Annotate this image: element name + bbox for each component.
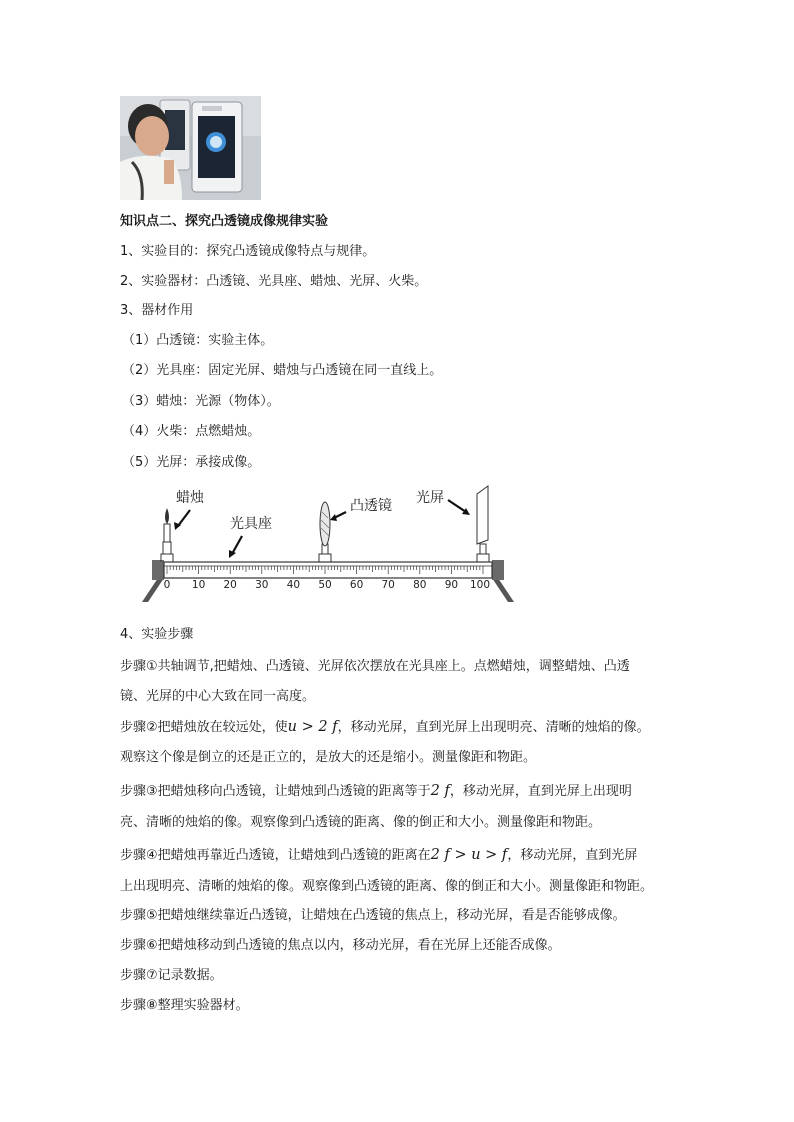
- step-5: 步骤⑤把蜡烛继续靠近凸透镜，让蜡烛在凸透镜的焦点上，移动光屏，看是否能够成像。: [120, 908, 626, 923]
- step-1-line-a: 步骤①共轴调节,把蜡烛、凸透镜、光屏依次摆放在光具座上。点燃蜡烛，调整蜡烛、凸透: [120, 659, 630, 674]
- step-4-text-post: ，移动光屏，直到光屏: [507, 848, 638, 863]
- scale-label: 70: [381, 579, 395, 591]
- scale-label: 0: [163, 579, 171, 591]
- scale-label: 60: [349, 579, 364, 591]
- screen-label: 光屏: [416, 490, 444, 506]
- step-4-formula: 2 f > u > f: [430, 847, 508, 863]
- scale-label: 80: [413, 579, 427, 591]
- scale-label: 40: [286, 579, 301, 591]
- step-2-text-pre: 步骤②把蜡烛放在较远处，使: [120, 720, 288, 735]
- equipment-line: 2、实验器材：凸透镜、光具座、蜡烛、光屏、火柴。: [120, 274, 428, 289]
- scale-label: 100: [469, 579, 491, 591]
- convex-lens-icon: [319, 502, 331, 562]
- candle-icon: [161, 508, 173, 562]
- step-1-line-b: 镜、光屏的中心大致在同一高度。: [120, 689, 316, 704]
- lens-label: 凸透镜: [350, 498, 392, 514]
- role-bench: （2）光具座：固定光屏、蜡烛与凸透镜在同一直线上。: [122, 363, 443, 378]
- scale-label: 90: [444, 579, 459, 591]
- role-match: （4）火柴：点燃蜡烛。: [122, 424, 261, 439]
- role-candle: （3）蜡烛：光源（物体）。: [122, 394, 280, 409]
- scale-label: 10: [191, 579, 206, 591]
- section-title: 知识点二、探究凸透镜成像规律实验: [120, 214, 329, 229]
- steps-heading: 4、实验步骤: [120, 627, 194, 642]
- scale-label: 30: [255, 579, 269, 591]
- candle-arrow: [178, 510, 190, 526]
- step-4-text-pre: 步骤④把蜡烛再靠近凸透镜，让蜡烛到凸透镜的距离在: [120, 848, 431, 863]
- step-4-line-a: [120, 847, 637, 864]
- light-screen-icon: [477, 486, 489, 562]
- face-recognition-photo: [120, 96, 261, 200]
- step-4-line-b: 上出现明亮、清晰的烛焰的像。观察像到凸透镜的距离、像的倒正和大小。测量像距和物距。: [120, 879, 654, 894]
- step-2-line-a: [120, 719, 650, 736]
- optical-bench-diagram: [130, 482, 520, 608]
- step-3-line-a: [120, 783, 632, 800]
- step-2-line-b: 观察这个像是倒立的还是正立的，是放大的还是缩小。测量像距和物距。: [120, 750, 537, 765]
- equipment-role-heading: 3、器材作用: [120, 303, 194, 318]
- bench-label: 光具座: [230, 516, 272, 532]
- role-lens: （1）凸透镜：实验主体。: [122, 333, 274, 348]
- scale-label: 20: [223, 579, 237, 591]
- step-6: 步骤⑥把蜡烛移动到凸透镜的焦点以内，移动光屏，看在光屏上还能否成像。: [120, 938, 561, 953]
- step-3-text-pre: 步骤③把蜡烛移向凸透镜，让蜡烛到凸透镜的距离等于: [120, 784, 431, 799]
- scale-label: 50: [318, 579, 332, 591]
- step-3-line-b: 亮、清晰的烛焰的像。观察像到凸透镜的距离、像的倒正和大小。测量像距和物距。: [120, 815, 602, 830]
- candle-label: 蜡烛: [176, 490, 204, 506]
- purpose-line: 1、实验目的：探究凸透镜成像特点与规律。: [120, 244, 376, 259]
- step-3-text-post: ，移动光屏，直到光屏上出现明: [449, 784, 632, 799]
- step-2-formula: u > 2 f: [287, 719, 338, 735]
- step-2-text-post: ，移动光屏，直到光屏上出现明亮、清晰的烛焰的像。: [337, 720, 650, 735]
- step-8: 步骤⑧整理实验器材。: [120, 998, 249, 1013]
- role-screen: （5）光屏：承接成像。: [122, 455, 261, 470]
- step-3-formula: 2 f: [430, 783, 450, 799]
- bench-arrow: [232, 536, 242, 554]
- screen-arrow: [448, 500, 466, 512]
- step-7: 步骤⑦记录数据。: [120, 968, 223, 983]
